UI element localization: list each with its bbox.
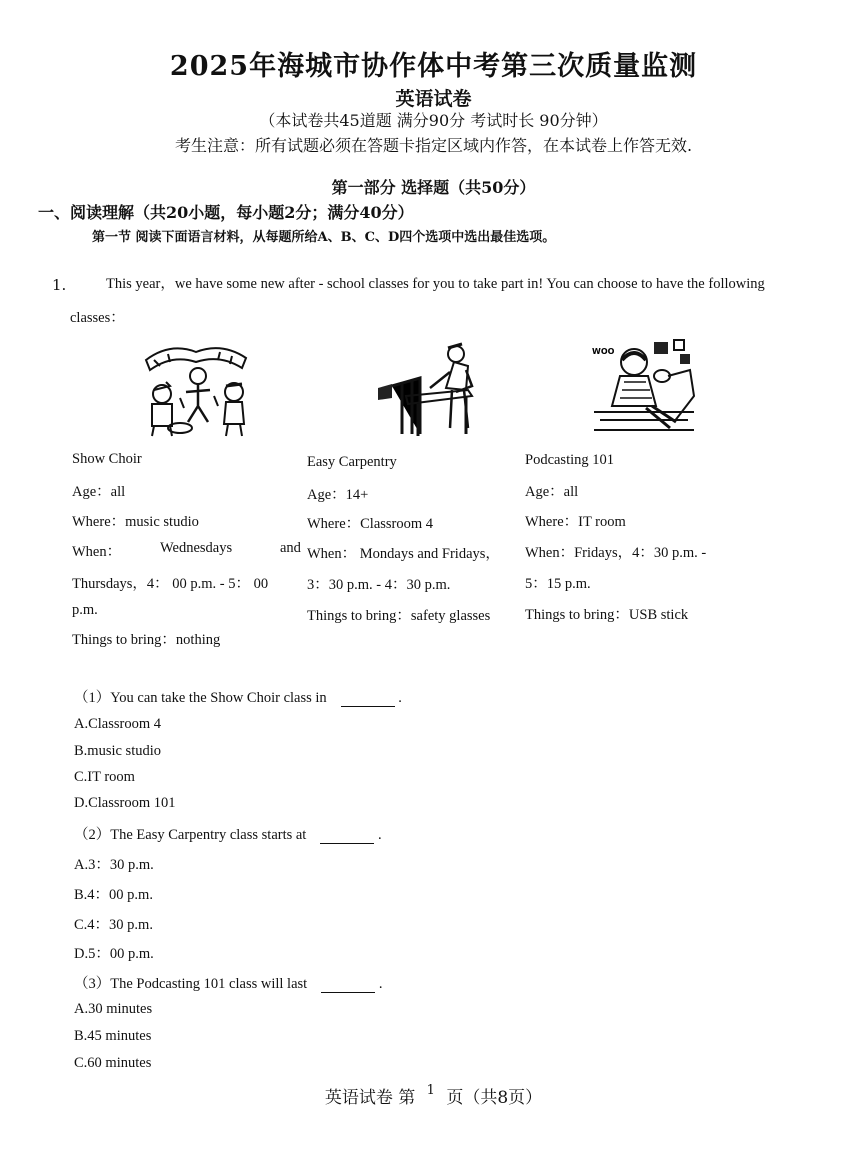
option-b: B.45 minutes [74, 1028, 152, 1044]
carpentry-where: Where：Classroom 4 [307, 516, 434, 532]
page-number: 1 [426, 1083, 435, 1098]
option-d: D.Classroom 101 [74, 795, 176, 811]
podcasting-name: Podcasting 101 [525, 452, 615, 468]
exam-title: 2025年海城市协作体中考第三次质量监测 [169, 51, 698, 82]
carpentry-when-line1: When： Mondays and Fridays， [307, 546, 500, 562]
choir-when-and: and [280, 540, 301, 556]
svg-text:WOO: WOO [592, 347, 615, 356]
option-a: A.3：30 p.m. [74, 857, 154, 873]
choir-name: Show Choir [72, 451, 142, 467]
choir-when-line3: p.m. [72, 602, 98, 618]
exam-subject: 英语试卷 [395, 88, 472, 110]
podcasting-where: Where：IT room [525, 514, 626, 530]
answer-blank[interactable] [321, 978, 375, 993]
podcasting-when-line2: 5：15 p.m. [525, 576, 591, 592]
option-c: C.IT room [74, 769, 135, 785]
exam-info: （本试卷共45道题 满分90分 考试时长 90分钟） [259, 111, 608, 130]
choir-where: Where：music studio [72, 514, 199, 530]
carpentry-name: Easy Carpentry [307, 454, 397, 470]
choir-bring: Things to bring：nothing [72, 632, 221, 648]
footer-total: 页（共8页） [446, 1088, 543, 1108]
podcasting-when-line1: When：Fridays，4：30 p.m. - [525, 545, 707, 561]
choir-when-label: When： [72, 544, 122, 560]
option-a: A.30 minutes [74, 1001, 153, 1017]
question-number: 1. [52, 276, 67, 294]
option-d: D.5：00 p.m. [74, 946, 154, 962]
choir-age: Age：all [72, 484, 126, 500]
part-heading: 第一部分 选择题（共50分） [331, 178, 536, 197]
choir-when-line2: Thursdays，4： 00 p.m. - 5： 00 [72, 576, 269, 592]
carpentry-bring: Things to bring：safety glasses [307, 608, 491, 624]
option-c: C.4：30 p.m. [74, 917, 153, 933]
subquestion-stem: （2）The Easy Carpentry class starts at . [74, 827, 382, 843]
carpentry-when-line2: 3：30 p.m. - 4：30 p.m. [307, 577, 451, 593]
subquestion-stem: （3）The Podcasting 101 class will last . [74, 976, 383, 992]
option-a: A.Classroom 4 [74, 716, 161, 732]
section-heading: 一、阅读理解（共20小题，每小题2分；满分40分） [38, 203, 414, 222]
exam-notice: 考生注意：所有试题必须在答题卡指定区域内作答，在本试卷上作答无效. [174, 136, 693, 155]
carpentry-age: Age：14+ [307, 487, 369, 503]
question-intro-line2: classes： [70, 310, 125, 326]
question-intro: This year，we have some new after - school classes for you to take part in! You can choose to have the following [106, 276, 765, 292]
subquestion-stem: （1）You can take the Show Choir class in . [74, 690, 402, 706]
carpentry-illustration [372, 338, 490, 438]
choir-when-days: Wednesdays [160, 540, 233, 556]
option-c: C.60 minutes [74, 1055, 152, 1071]
option-b: B.music studio [74, 743, 162, 759]
subsection-instruction: 第一节 阅读下面语言材料，从每题所给A、B、C、D四个选项中选出最佳选项。 [92, 230, 556, 245]
footer-label: 英语试卷 第 [324, 1088, 416, 1108]
page-footer [0, 1083, 867, 1108]
show-choir-illustration [140, 338, 252, 438]
answer-blank[interactable] [320, 829, 374, 844]
answer-blank[interactable] [341, 692, 395, 707]
option-b: B.4：00 p.m. [74, 887, 153, 903]
podcasting-illustration [590, 336, 698, 438]
podcasting-age: Age：all [525, 484, 579, 500]
podcasting-bring: Things to bring：USB stick [525, 607, 689, 623]
